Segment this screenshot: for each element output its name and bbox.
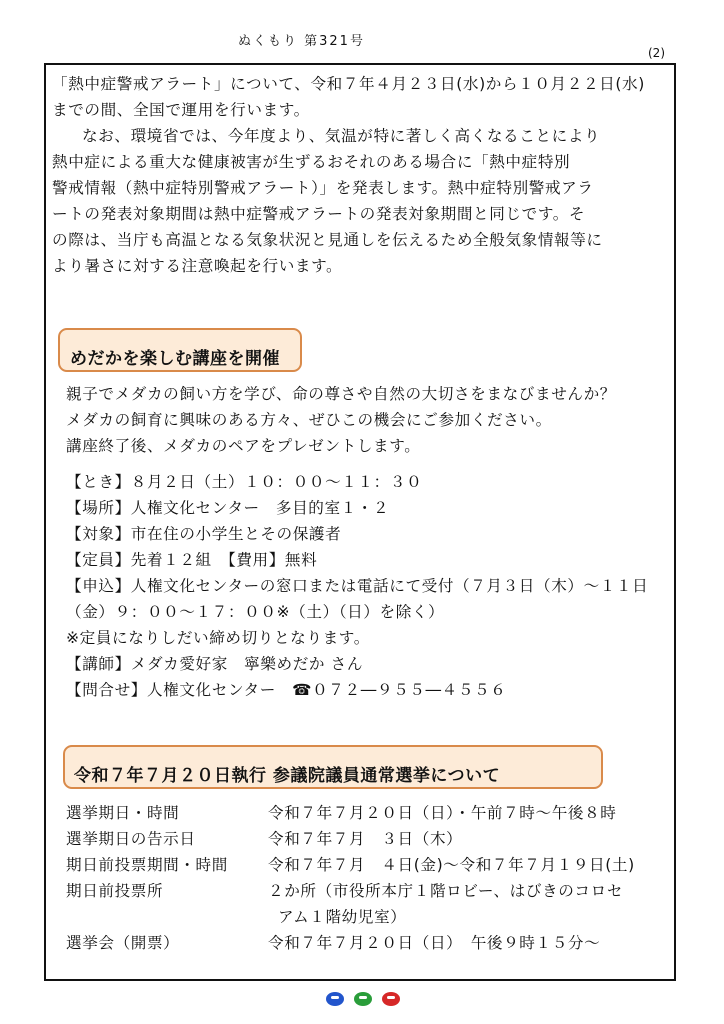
election-schedule (66, 795, 666, 951)
election-row (66, 899, 666, 925)
text-line: までの間、全国で運用を行います。 (52, 101, 310, 119)
row-value: 令和７年７月 ４日(金)～令和７年７月１９日(土) (268, 856, 635, 874)
election-section-title: 令和７年７月２０日執行 参議院議員通常選挙について (74, 766, 501, 786)
detail-capacity-fee: 【定員】先着１２組 【費用】無料 (66, 551, 318, 569)
text-line: 「熱中症警戒アラート」について、令和７年４月２３日(水)から１０月２２日(水) (52, 75, 645, 93)
text-line: メダカの飼育に興味のある方々、ぜひこの機会にご参加ください。 (66, 411, 552, 429)
row-label: 期日前投票期間・時間 (66, 856, 228, 874)
page-number: (2) (648, 46, 665, 60)
row-label: 期日前投票所 (66, 882, 164, 900)
detail-date: 【とき】８月２日（土）１０：００～１１：３０ (66, 473, 423, 491)
row-label: 選挙期日の告示日 (66, 830, 196, 848)
election-row (66, 873, 666, 899)
text-line: 熱中症による重大な健康被害が生ずるおそれのある場合に「熱中症特別 (52, 153, 571, 171)
footer-logo (326, 990, 406, 1010)
mascot-red-icon (382, 992, 400, 1006)
text-line: 講座終了後、メダカのペアをプレゼントします。 (66, 437, 421, 455)
detail-target: 【対象】市在住の小学生とその保護者 (66, 525, 342, 543)
row-value: アム１階幼児室） (278, 908, 407, 926)
detail-lecturer: 【講師】メダカ愛好家 寧樂めだか さん (66, 655, 364, 673)
text-line: の際は、当庁も高温となる気象状況と見通しを伝えるため全般気象情報等に (52, 231, 603, 249)
election-row (66, 847, 666, 873)
election-row (66, 925, 666, 951)
mascot-blue-icon (326, 992, 344, 1006)
row-label: 選挙期日・時間 (66, 804, 180, 822)
text-line: より暑さに対する注意喚起を行います。 (52, 257, 343, 275)
election-row (66, 821, 666, 847)
medaka-intro (66, 376, 676, 454)
newsletter-title: ぬくもり 第321号 (238, 34, 365, 49)
medaka-details (66, 464, 676, 698)
text-line: 警戒情報（熱中症特別警戒アラート）」を発表します。熱中症特別警戒アラ (52, 179, 594, 197)
heat-alert-intro (52, 66, 670, 118)
row-value: 令和７年７月２０日（日） 午後９時１５分～ (268, 934, 601, 952)
detail-note: ※定員になりしだい締め切りとなります。 (66, 629, 370, 647)
row-value: ２か所（市役所本庁１階ロビー、はびきのコロセ (268, 882, 624, 900)
detail-application: 【申込】人権文化センターの窓口または電話にて受付（７月３日（木）～１１日 (66, 577, 649, 595)
row-value: 令和７年７月 ３日（木） (268, 830, 463, 848)
detail-place: 【場所】人権文化センター 多目的室１・２ (66, 499, 390, 517)
medaka-section-title: めだかを楽しむ講座を開催 (70, 349, 280, 369)
heat-alert-notice (52, 118, 670, 274)
text-line: 親子でメダカの飼い方を学び、命の尊さや自然の大切さをまなびませんか？ (66, 385, 616, 403)
election-row (66, 795, 666, 821)
text-line: なお、環境省では、今年度より、気温が特に著しく高くなることにより (82, 127, 601, 145)
text-line: ートの発表対象期間は熱中症警戒アラートの発表対象期間と同じです。そ (52, 205, 586, 223)
detail-contact: 【問合せ】人権文化センター ☎０７２―９５５―４５５６ (66, 681, 507, 699)
row-value: 令和７年７月２０日（日）・午前７時～午後８時 (268, 804, 617, 822)
row-label: 選挙会（開票） (66, 934, 180, 952)
mascot-green-icon (354, 992, 372, 1006)
detail-application-cont: （金）９：００～１７：００※（土）（日）を除く） (66, 603, 445, 621)
